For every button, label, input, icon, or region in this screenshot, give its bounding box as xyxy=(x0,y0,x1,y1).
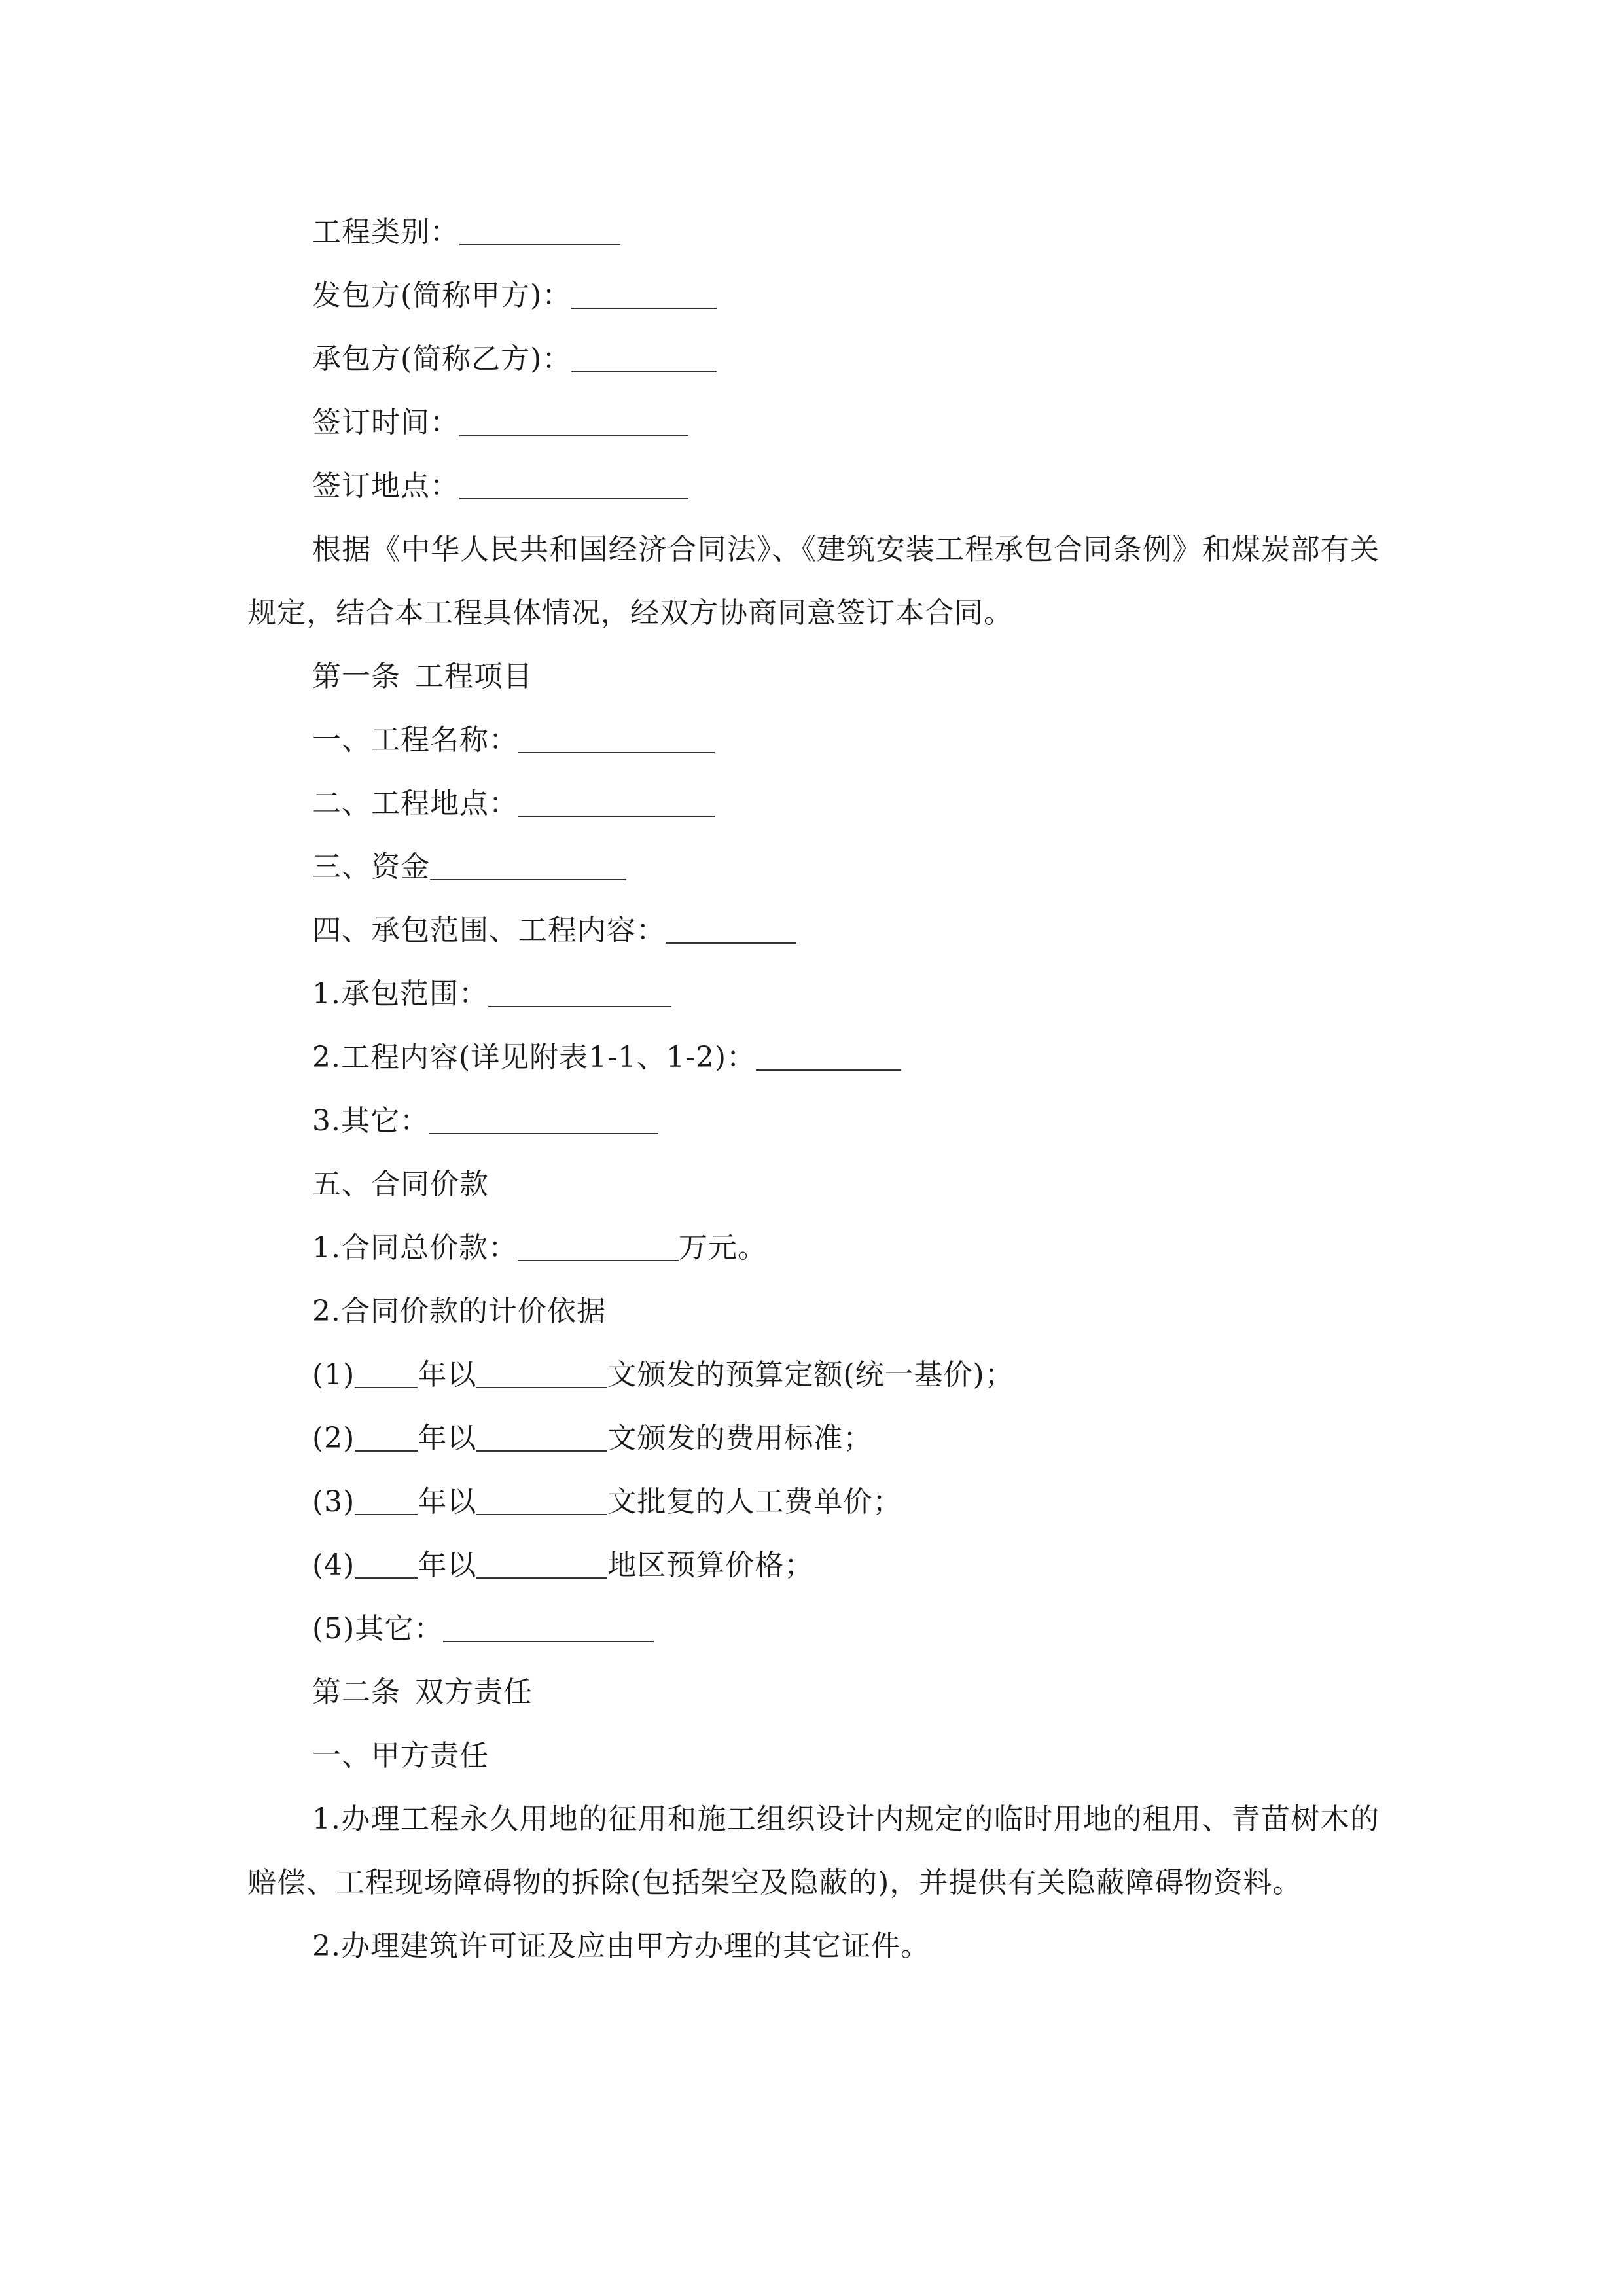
field-label: 工程类别： xyxy=(312,215,459,249)
field-party-a xyxy=(247,264,1380,327)
field-label: 三、资金 xyxy=(312,850,430,884)
fill-in-blank xyxy=(488,980,671,1007)
scope-other-field xyxy=(247,1089,1380,1153)
fill-in-blank xyxy=(571,345,717,372)
basis-year-text: 年以 xyxy=(418,1549,477,1582)
field-label: 1.承包范围： xyxy=(312,977,488,1011)
field-label: 四、承包范围、工程内容： xyxy=(312,914,666,947)
field-label: 二、工程地点： xyxy=(312,787,518,820)
field-label: 2.工程内容(详见附表1-1、1-2)： xyxy=(312,1041,757,1074)
basis-label: (3) xyxy=(312,1485,355,1518)
fill-in-blank xyxy=(518,1234,679,1261)
basis-year-text: 年以 xyxy=(418,1422,477,1455)
field-label: (5)其它： xyxy=(312,1612,444,1645)
year-blank xyxy=(355,1488,418,1515)
document-number-blank xyxy=(476,1361,607,1388)
fill-in-blank xyxy=(459,218,620,245)
article-title: 工程项目 xyxy=(415,660,533,693)
fill-in-blank xyxy=(666,916,796,944)
basis-year-text: 年以 xyxy=(418,1358,477,1391)
preamble-paragraph: 根据《中华人民共和国经济合同法》、《建筑安装工程承包合同条例》和煤炭部有关规定，结合本工程具体情况，经双方协商同意签订本合同。 xyxy=(247,533,1380,630)
basis-text: 文批复的人工费单价； xyxy=(607,1485,902,1518)
field-label: 1.合同总价款： xyxy=(312,1231,518,1265)
project-name-field xyxy=(247,708,1380,772)
basis-label: (2) xyxy=(312,1422,355,1455)
basis-text: 文颁发的费用标准； xyxy=(607,1422,873,1455)
contract-scope-field xyxy=(247,962,1380,1026)
unit-label: 万元。 xyxy=(678,1231,767,1265)
total-price-field xyxy=(247,1216,1380,1280)
fill-in-blank xyxy=(443,1615,654,1642)
article-2-heading xyxy=(247,1660,1380,1724)
article-number: 第一条 xyxy=(312,660,401,693)
year-blank xyxy=(355,1424,418,1452)
article-number: 第二条 xyxy=(312,1676,401,1709)
field-label: 一、工程名称： xyxy=(312,723,518,757)
field-signing-date xyxy=(247,391,1380,454)
article-1-heading xyxy=(247,645,1380,708)
field-party-b xyxy=(247,327,1380,391)
basis-label: (4) xyxy=(312,1549,355,1582)
year-blank xyxy=(355,1361,418,1388)
basis-text: 文颁发的预算定额(统一基价)； xyxy=(607,1358,1014,1391)
work-content-field xyxy=(247,1026,1380,1089)
field-label: 发包方(简称甲方)： xyxy=(312,279,572,312)
document-number-blank xyxy=(476,1551,607,1579)
fill-in-blank xyxy=(459,408,688,436)
field-label: 签订时间： xyxy=(312,406,459,439)
basis-text: 地区预算价格； xyxy=(607,1549,814,1582)
contract-price-heading: 五、合同价款 xyxy=(312,1168,489,1201)
funds-field xyxy=(247,835,1380,899)
fill-in-blank xyxy=(571,281,717,309)
fill-in-blank xyxy=(429,1107,658,1134)
project-location-field xyxy=(247,772,1380,835)
party-a-duties-heading: 一、甲方责任 xyxy=(312,1739,489,1772)
pricing-basis-other xyxy=(247,1597,1380,1660)
pricing-basis-item xyxy=(247,1343,1380,1407)
party-a-duty-2: 2.办理建筑许可证及应由甲方办理的其它证件。 xyxy=(312,1929,930,1963)
scope-content-field xyxy=(247,899,1380,962)
field-label: 签订地点： xyxy=(312,469,459,503)
party-a-duty-1: 1.办理工程永久用地的征用和施工组织设计内规定的临时用地的租用、青苗树木的赔偿、工程现场障碍物的拆除(包括架空及隐蔽的)，并提供有关隐蔽障碍物资料。 xyxy=(247,1803,1380,1899)
document-number-blank xyxy=(476,1488,607,1515)
document-number-blank xyxy=(476,1424,607,1452)
basis-year-text: 年以 xyxy=(418,1485,477,1518)
fill-in-blank xyxy=(756,1043,901,1071)
pricing-basis-item xyxy=(247,1534,1380,1597)
contract-body xyxy=(247,200,1380,1978)
field-project-category xyxy=(247,200,1380,264)
year-blank xyxy=(355,1551,418,1579)
fill-in-blank xyxy=(430,853,626,880)
pricing-basis-heading: 2.合同价款的计价依据 xyxy=(312,1295,606,1328)
basis-label: (1) xyxy=(312,1358,355,1391)
pricing-basis-item xyxy=(247,1470,1380,1534)
article-title: 双方责任 xyxy=(415,1676,533,1709)
fill-in-blank xyxy=(459,472,688,499)
field-label: 承包方(简称乙方)： xyxy=(312,342,572,376)
fill-in-blank xyxy=(518,726,715,753)
field-label: 3.其它： xyxy=(312,1104,429,1138)
pricing-basis-item xyxy=(247,1407,1380,1470)
fill-in-blank xyxy=(518,789,715,817)
field-signing-place xyxy=(247,454,1380,518)
